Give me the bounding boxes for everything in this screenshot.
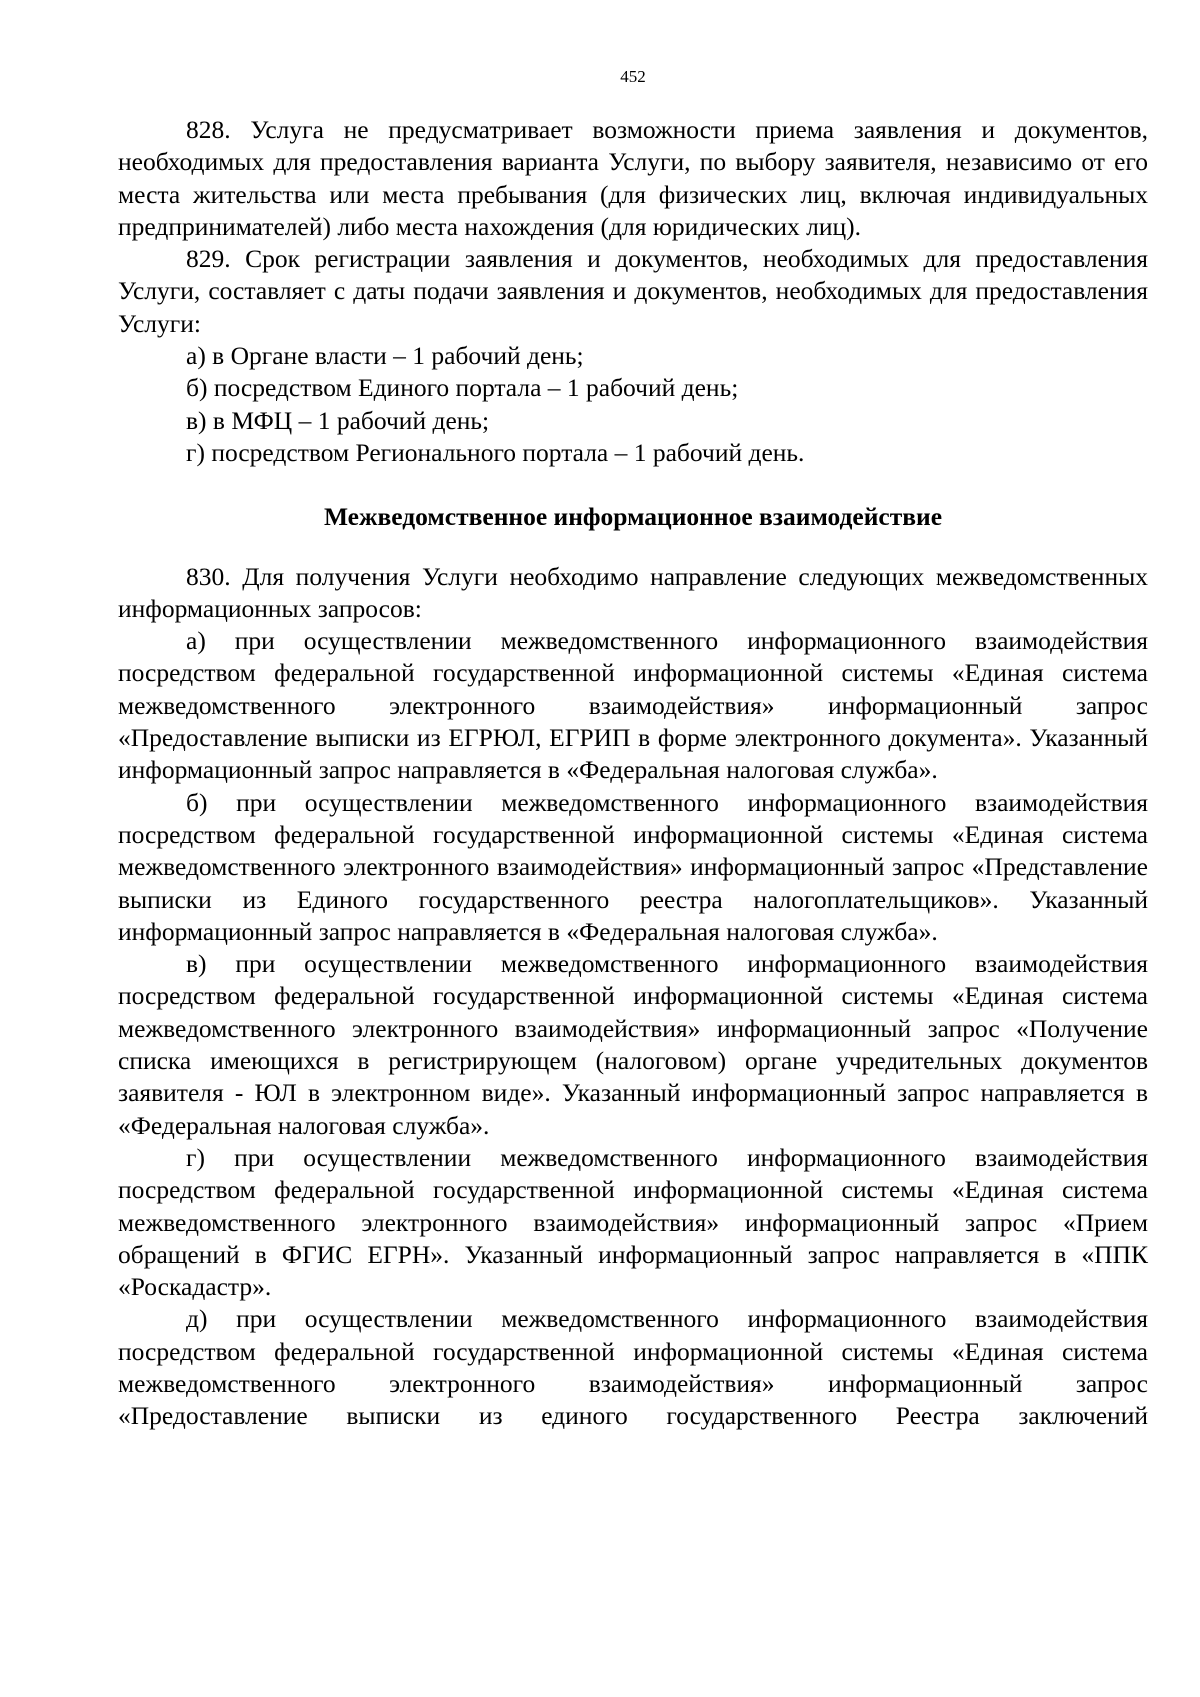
paragraph-829: 829. Срок регистрации заявления и документов, необходимых для предоставления Услуги, составляет с даты подачи заявления и документов, необходимых для предоставления Услуги: xyxy=(118,244,1148,338)
list-item-829-b: б) посредством Единого портала – 1 рабочий день; xyxy=(186,373,739,403)
section-heading: Межведомственное информационное взаимодействие xyxy=(323,502,943,532)
list-item-830-d: д) при осуществлении межведомственного информационного взаимодействия посредством федеральной государственной информационной системы «Единая система межведомственного электронного взаимодействия» информационный запрос «Предоставление выписки из единого государственного Реестра заключений xyxy=(118,1304,1148,1431)
paragraph-830: 830. Для получения Услуги необходимо направление следующих межведомственных информационных запросов: xyxy=(118,561,1148,623)
list-item-830-g: г) при осуществлении межведомственного информационного взаимодействия посредством федеральной государственной информационной системы «Единая система межведомственного электронного взаимодействия» информационный запрос «Прием обращений в ФГИС ЕГРН». Указанный информационный запрос направляется в «ППК «Роскадастр». xyxy=(118,1142,1148,1302)
paragraph-828: 828. Услуга не предусматривает возможности приема заявления и документов, необходимых для предоставления варианта Услуги, по выбору заявителя, независимо от его места жительства или места пребывания (для физических лиц, включая индивидуальных предпринимателей) либо места нахождения (для юридических лиц). xyxy=(118,115,1148,241)
list-item-830-a: а) при осуществлении межведомственного информационного взаимодействия посредством федеральной государственной информационной системы «Единая система межведомственного электронного взаимодействия» информационный запрос «Предоставление выписки из ЕГРЮЛ, ЕГРИП в форме электронного документа». Указанный информационный запрос направляется в «Федеральная налоговая служба». xyxy=(118,626,1148,785)
list-item-829-g: г) посредством Регионального портала – 1 рабочий день. xyxy=(186,437,805,467)
list-item-830-b: б) при осуществлении межведомственного информационного взаимодействия посредством федеральной государственной информационной системы «Единая система межведомственного электронного взаимодействия» информационный запрос «Представление выписки из Единого государственного реестра налогоплательщиков». Указанный информационный запрос направляется в «Федеральная налоговая служба». xyxy=(118,787,1148,946)
list-item-829-v: в) в МФЦ – 1 рабочий день; xyxy=(186,405,490,435)
list-item-829-a: а) в Органе власти – 1 рабочий день; xyxy=(186,341,584,371)
page-number: 452 xyxy=(620,67,646,86)
document-page xyxy=(118,66,1148,1433)
list-item-830-v: в) при осуществлении межведомственного информационного взаимодействия посредством федеральной государственной информационной системы «Единая система межведомственного электронного взаимодействия» информационный запрос «Получение списка имеющихся в регистрирующем (налоговом) органе учредительных документов заявителя - ЮЛ в электронном виде». Указанный информационный запрос направляется в «Федеральная налоговая служба». xyxy=(118,949,1148,1140)
